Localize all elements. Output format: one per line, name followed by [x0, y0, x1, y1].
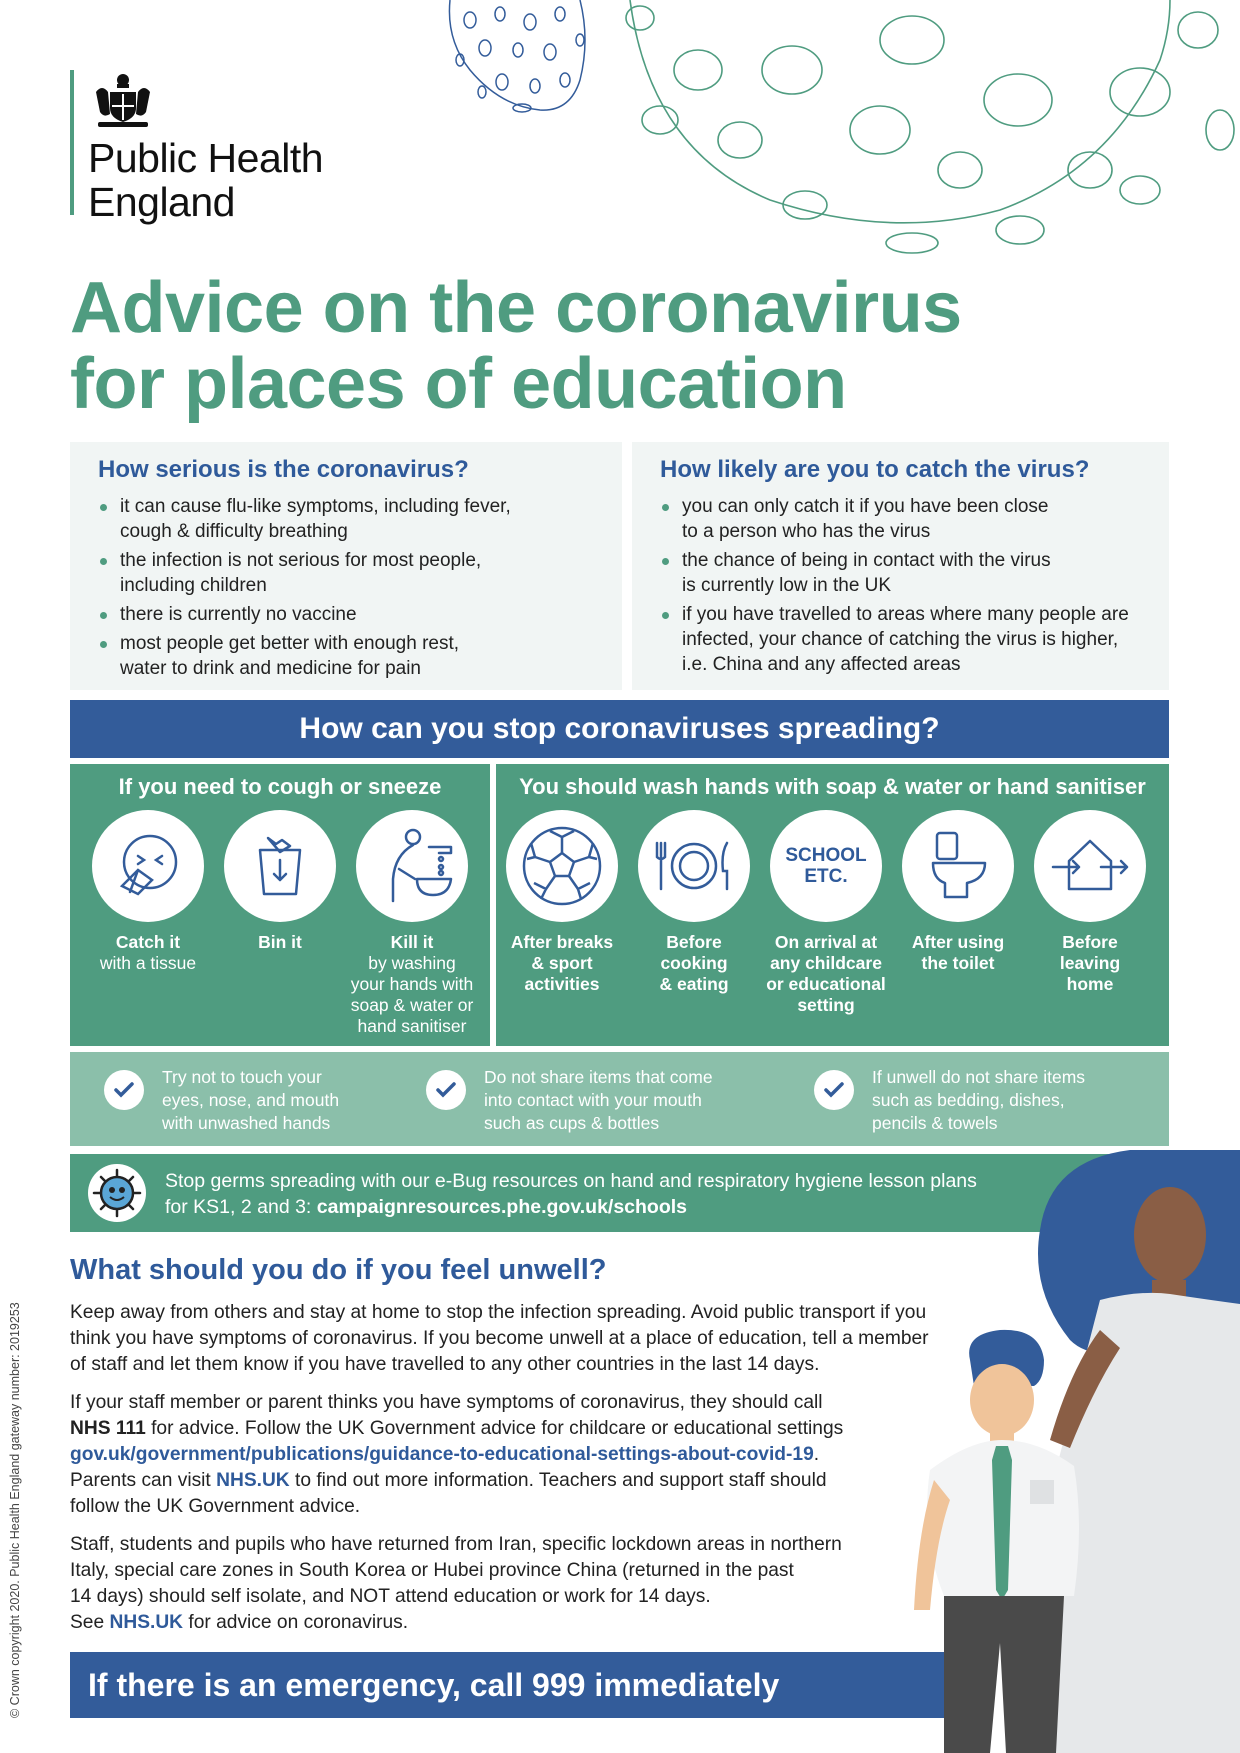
- organisation-name: Public Health England: [88, 135, 324, 225]
- kill-it-tile: [346, 810, 478, 1037]
- list-item: most people get better with enough rest, water to drink and medicine for pain: [98, 631, 594, 681]
- tissue-face-icon: [108, 826, 188, 906]
- football-icon: [519, 823, 605, 909]
- para-line: for advice. Follow the UK Government advice for childcare or educational settings: [145, 1418, 844, 1439]
- ebug-text: Stop germs spreading with our e-Bug resources on hand and respiratory hygiene lesson plans: [165, 1170, 977, 1192]
- check-icon: [814, 1070, 854, 1110]
- nhs-uk-link[interactable]: NHS.UK: [109, 1612, 184, 1633]
- check-icon: [104, 1070, 144, 1110]
- list-item: it can cause flu-like symptoms, including fever, cough & difficulty breathing: [98, 494, 594, 544]
- tile-subtitle: hand sanitiser: [357, 1016, 467, 1036]
- tile-line: On arrival at: [774, 932, 878, 952]
- catch-it-tile: [82, 810, 214, 974]
- how-serious-box: [70, 442, 622, 690]
- tile-subtitle: by washing: [368, 953, 456, 973]
- tip-line: into contact with your mouth: [484, 1090, 702, 1110]
- para-line: follow the UK Government advice.: [70, 1496, 361, 1517]
- tile-line: any childcare: [770, 953, 882, 973]
- tile-line: & sport: [531, 953, 593, 973]
- unwell-paragraph-1: [70, 1300, 970, 1378]
- logo-bar: [70, 70, 74, 215]
- home-icon: [1047, 823, 1133, 909]
- unwell-heading: What should you do if you feel unwell?: [70, 1254, 607, 1286]
- tile-line: leaving: [1059, 953, 1121, 973]
- tip-line: Do not share items that come: [484, 1067, 713, 1087]
- para-line: See: [70, 1612, 110, 1633]
- tile-line: Before: [666, 932, 722, 952]
- tile-line: cooking: [660, 953, 728, 973]
- copyright-notice: © Crown copyright 2020. Public Health England gateway number: 2019253: [8, 1302, 22, 1718]
- tile-line: or educational: [766, 974, 886, 994]
- toilet-icon: [915, 823, 1001, 909]
- para-line: If your staff member or parent thinks you have symptoms of coronavirus, they should call: [70, 1392, 823, 1413]
- tile-line: activities: [524, 974, 600, 994]
- para-line: to find out more information. Teachers and support staff should: [289, 1470, 827, 1491]
- para-line: Staff, students and pupils who have returned from Iran, specific lockdown areas in northern: [70, 1534, 842, 1555]
- list-item: if you have travelled to areas where many people are infected, your chance of catching the virus is higher, i.e. China and any affected areas: [660, 602, 1141, 677]
- tile-line: After using: [911, 932, 1005, 952]
- school-label: SCHOOL: [785, 845, 867, 866]
- para-line: of staff and let them know if you have travelled to any other countries in the last 14 days.: [70, 1354, 820, 1375]
- how-likely-box: [632, 442, 1169, 690]
- plate-cutlery-icon: [651, 823, 737, 909]
- cough-sneeze-panel: [70, 764, 490, 1046]
- unwell-paragraph-2: [70, 1390, 970, 1520]
- list-item: the infection is not serious for most people, including children: [98, 548, 594, 598]
- tile-title: Kill it: [390, 932, 434, 952]
- how-likely-list: [660, 494, 1141, 677]
- para-line: Italy, special care zones in South Korea or Hubei province China (returned in the past: [70, 1560, 794, 1581]
- how-likely-heading: How likely are you to catch the virus?: [660, 456, 1090, 483]
- page-title: Advice on the coronavirus for places of education: [70, 268, 962, 424]
- tip-item: [104, 1066, 339, 1135]
- para-line: Keep away from others and stay at home to stop the infection spreading. Avoid public transport if you: [70, 1302, 927, 1323]
- nhs-111-text: NHS 111: [70, 1418, 146, 1439]
- virus-illustration-large: [620, 0, 1240, 260]
- cough-sneeze-heading: If you need to cough or sneeze: [118, 774, 442, 799]
- before-cooking-tile: [628, 810, 760, 995]
- tile-title: Catch it: [115, 932, 181, 952]
- tip-line: such as cups & bottles: [484, 1113, 660, 1133]
- how-serious-heading: How serious is the coronavirus?: [98, 456, 469, 483]
- list-item: you can only catch it if you have been close to a person who has the virus: [660, 494, 1141, 544]
- on-arrival-tile: [760, 810, 892, 1016]
- tip-line: eyes, nose, and mouth: [162, 1090, 340, 1110]
- after-toilet-tile: [892, 810, 1024, 974]
- para-line: think you have symptoms of coronavirus. If you become unwell at a place of education, tell a member: [70, 1328, 929, 1349]
- tip-line: Try not to touch your: [162, 1067, 322, 1087]
- tip-line: with unwashed hands: [162, 1113, 331, 1133]
- how-serious-list: [98, 494, 594, 681]
- tip-line: such as bedding, dishes,: [872, 1090, 1065, 1110]
- para-line: 14 days) should self isolate, and NOT attend education or work for 14 days.: [70, 1586, 711, 1607]
- handwash-icon: [369, 823, 455, 909]
- tile-line: home: [1066, 974, 1114, 994]
- para-line: for advice on coronavirus.: [183, 1612, 409, 1633]
- gov-guidance-link[interactable]: gov.uk/government/publications/guidance-to-educational-settings-about-covid-19: [70, 1444, 814, 1465]
- ebug-text: for KS1, 2 and 3:: [165, 1196, 317, 1218]
- ebug-icon: [88, 1164, 146, 1222]
- check-icon: [426, 1070, 466, 1110]
- tile-line: Before: [1062, 932, 1118, 952]
- tips-strip: [70, 1052, 1169, 1146]
- teacher-and-pupil-illustration: [900, 1150, 1240, 1753]
- wash-hands-panel: [496, 764, 1169, 1046]
- tile-subtitle: soap & water or: [350, 995, 474, 1015]
- royal-crest-logo: [88, 70, 158, 130]
- tip-line: If unwell do not share items: [872, 1067, 1086, 1087]
- tile-subtitle: your hands with: [350, 974, 474, 994]
- tile-subtitle: with a tissue: [99, 953, 197, 973]
- stop-spreading-banner: How can you stop coronaviruses spreading?: [70, 700, 1169, 758]
- para-punctuation: .: [813, 1444, 820, 1465]
- school-label: ETC.: [804, 866, 848, 887]
- tile-line: setting: [797, 995, 855, 1015]
- after-breaks-tile: [496, 810, 628, 995]
- list-item: the chance of being in contact with the virus is currently low in the UK: [660, 548, 1141, 598]
- virus-illustration-small: [440, 0, 600, 120]
- tile-title: Bin it: [258, 932, 302, 952]
- list-item: there is currently no vaccine: [98, 602, 594, 627]
- tile-line: & eating: [659, 974, 729, 994]
- bin-icon: [240, 826, 320, 906]
- tile-line: After breaks: [510, 932, 614, 952]
- para-line: Parents can visit: [70, 1470, 217, 1491]
- before-leaving-tile: [1024, 810, 1156, 995]
- tip-line: pencils & towels: [872, 1113, 998, 1133]
- tile-line: the toilet: [921, 953, 995, 973]
- unwell-paragraph-3: [70, 1532, 970, 1636]
- ebug-link[interactable]: campaignresources.phe.gov.uk/schools: [316, 1196, 688, 1218]
- bin-it-tile: [214, 810, 346, 953]
- tip-item: [426, 1066, 713, 1135]
- emergency-banner: If there is an emergency, call 999 immediately: [70, 1652, 950, 1718]
- nhs-uk-link[interactable]: NHS.UK: [216, 1470, 290, 1491]
- school-icon: [770, 810, 882, 922]
- wash-hands-heading: You should wash hands with soap & water or hand sanitiser: [519, 774, 1146, 799]
- tip-item: [814, 1066, 1085, 1135]
